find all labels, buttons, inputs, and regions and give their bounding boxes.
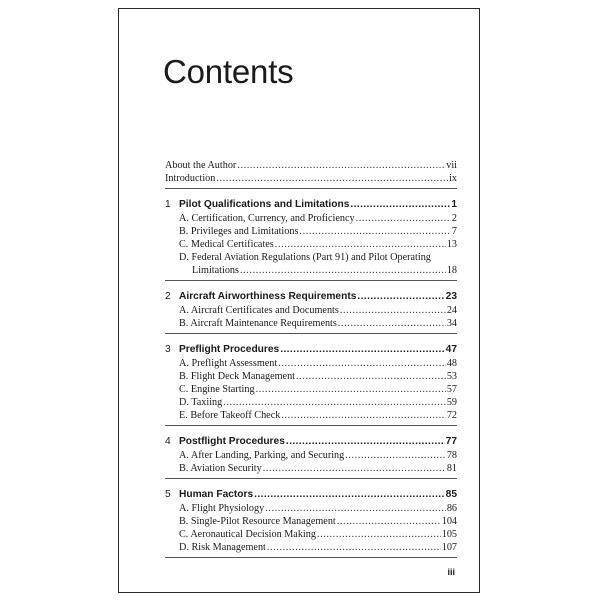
chapter-page: 23 — [445, 291, 457, 302]
toc-section[interactable] — [165, 515, 457, 528]
dot-leader — [278, 357, 446, 370]
toc-section-wrapped-line[interactable]: D. Federal Aviation Regulations (Part 91) and Pilot Operating — [179, 252, 431, 263]
page-folio: iii — [447, 567, 455, 577]
toc-section[interactable] — [165, 225, 457, 238]
divider — [165, 557, 457, 558]
section-label: A. Flight Physiology — [179, 503, 265, 514]
toc-entry-introduction[interactable] — [165, 172, 457, 185]
dot-leader — [237, 159, 445, 172]
chapter-number: 4 — [165, 436, 171, 447]
table-of-contents — [165, 159, 457, 565]
dot-leader — [338, 317, 446, 330]
section-label: E. Before Takeoff Check — [179, 410, 281, 421]
dot-leader — [281, 409, 446, 422]
dot-leader — [337, 515, 441, 528]
toc-chapter-4[interactable] — [165, 435, 457, 449]
dot-leader — [286, 435, 445, 449]
chapter-number: 2 — [165, 291, 171, 302]
chapter-page: 77 — [445, 436, 457, 447]
section-label: A. Aircraft Certificates and Documents — [179, 305, 339, 316]
section-label: A. After Landing, Parking, and Securing — [179, 450, 345, 461]
page-title: Contents — [163, 53, 294, 90]
chapter-number: 1 — [165, 199, 171, 210]
dot-leader — [350, 198, 450, 212]
dot-leader — [280, 343, 444, 357]
section-label: A. Preflight Assessment — [179, 358, 278, 369]
section-page: 107 — [441, 542, 457, 553]
section-label: B. Aviation Security — [179, 463, 262, 474]
section-label: B. Privileges and Limitations — [179, 226, 299, 237]
toc-section[interactable] — [165, 502, 457, 515]
section-page: 48 — [446, 358, 457, 369]
chapter-title: Preflight Procedures — [179, 344, 280, 355]
dot-leader — [296, 370, 446, 383]
toc-entry-label: About the Author — [165, 160, 237, 171]
toc-section[interactable] — [165, 317, 457, 330]
toc-entry-page: vii — [446, 160, 457, 171]
dot-leader — [254, 488, 444, 502]
toc-chapter-1[interactable] — [165, 198, 457, 212]
section-page: 57 — [446, 384, 457, 395]
dot-leader — [223, 396, 446, 409]
toc-section[interactable] — [165, 541, 457, 554]
toc-chapter-3[interactable] — [165, 343, 457, 357]
section-page: 7 — [451, 226, 457, 237]
section-page: 72 — [446, 410, 457, 421]
divider — [165, 333, 457, 334]
section-label: A. Certification, Currency, and Proficiency — [179, 213, 355, 224]
chapter-page: 85 — [445, 489, 457, 500]
dot-leader — [265, 502, 446, 515]
section-page: 53 — [446, 371, 457, 382]
section-label: B. Aircraft Maintenance Requirements — [179, 318, 337, 329]
toc-entry-label: Introduction — [165, 173, 216, 184]
chapter-page: 1 — [451, 199, 457, 210]
toc-entry-page: ix — [449, 173, 457, 184]
section-page: 34 — [446, 318, 457, 329]
section-page: 24 — [446, 305, 457, 316]
section-page: 59 — [446, 397, 457, 408]
divider — [165, 280, 457, 281]
toc-chapter-2[interactable] — [165, 290, 457, 304]
section-page: 105 — [441, 529, 457, 540]
toc-section[interactable] — [165, 238, 457, 251]
section-label: B. Flight Deck Management — [179, 371, 296, 382]
dot-leader — [356, 212, 451, 225]
section-page: 86 — [446, 503, 457, 514]
section-page: 2 — [451, 213, 457, 224]
dot-leader — [317, 528, 441, 541]
book-page — [118, 8, 480, 593]
section-label: C. Aeronautical Decision Making — [179, 529, 316, 540]
dot-leader — [263, 462, 446, 475]
section-label: C. Medical Certificates — [179, 239, 274, 250]
toc-section[interactable] — [165, 449, 457, 462]
section-label: D. Risk Management — [179, 542, 266, 553]
toc-section[interactable] — [165, 409, 457, 422]
section-page: 81 — [446, 463, 457, 474]
divider — [165, 188, 457, 189]
dot-leader — [340, 304, 446, 317]
section-page: 104 — [441, 516, 457, 527]
toc-section[interactable] — [165, 370, 457, 383]
chapter-number: 3 — [165, 344, 171, 355]
section-page: 78 — [446, 450, 457, 461]
divider — [165, 478, 457, 479]
chapter-title: Human Factors — [179, 489, 254, 500]
dot-leader — [216, 172, 448, 185]
section-page: 13 — [446, 239, 457, 250]
toc-section[interactable] — [165, 304, 457, 317]
section-page: 18 — [446, 265, 457, 276]
dot-leader — [240, 264, 446, 277]
toc-section[interactable] — [165, 383, 457, 396]
section-label: D. Taxiing — [179, 397, 223, 408]
toc-entry-about-author[interactable] — [165, 159, 457, 172]
dot-leader — [267, 541, 441, 554]
dot-leader — [275, 238, 446, 251]
toc-section[interactable] — [165, 462, 457, 475]
dot-leader — [299, 225, 450, 238]
section-label: C. Engine Starting — [179, 384, 255, 395]
dot-leader — [256, 383, 446, 396]
divider — [165, 425, 457, 426]
chapter-title: Pilot Qualifications and Limitations — [179, 199, 350, 210]
chapter-title: Postflight Procedures — [179, 436, 285, 447]
toc-section[interactable] — [165, 396, 457, 409]
toc-section[interactable] — [165, 212, 457, 225]
section-label: B. Single-Pilot Resource Management — [179, 516, 336, 527]
toc-section[interactable] — [165, 264, 457, 277]
section-label: Limitations — [192, 265, 239, 276]
chapter-title: Aircraft Airworthiness Requirements — [179, 291, 357, 302]
chapter-page: 47 — [445, 344, 457, 355]
dot-leader — [345, 449, 446, 462]
toc-chapter-5[interactable] — [165, 488, 457, 502]
chapter-number: 5 — [165, 489, 171, 500]
dot-leader — [357, 290, 444, 304]
toc-section[interactable] — [165, 357, 457, 370]
toc-section[interactable] — [165, 528, 457, 541]
